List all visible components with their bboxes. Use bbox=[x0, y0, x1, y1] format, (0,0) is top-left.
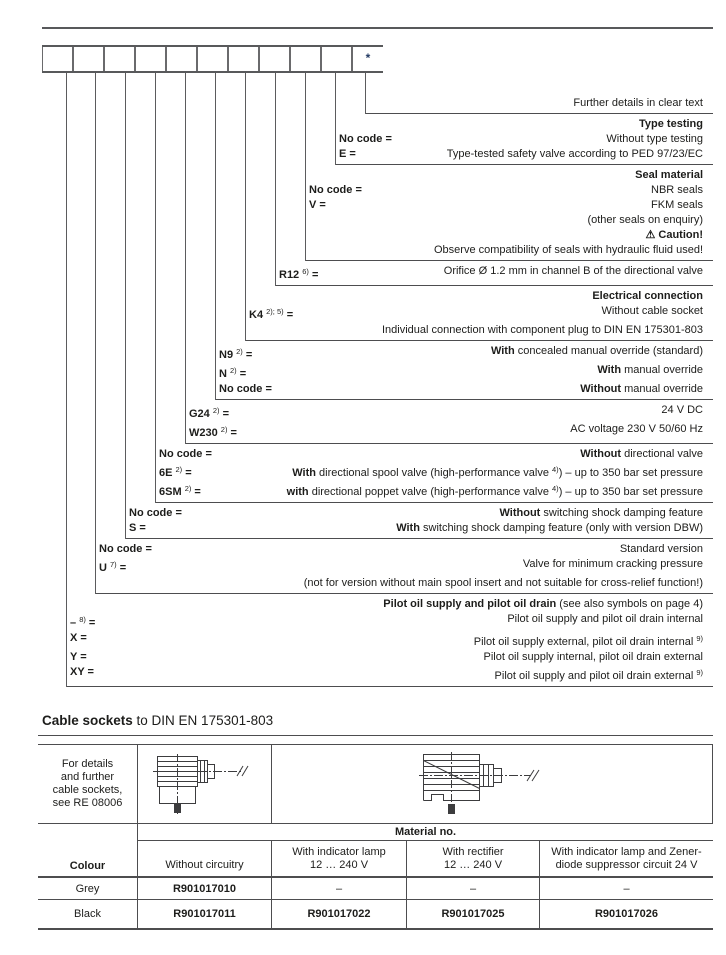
text-segment: Type-tested safety valve according to PED 97/23/EC bbox=[446, 148, 703, 160]
oc-code-label bbox=[185, 422, 237, 441]
oc-code-label bbox=[215, 382, 272, 397]
oc-description bbox=[318, 264, 713, 283]
text-segment: Pilot oil supply and pilot oil drain external bbox=[494, 670, 697, 682]
oc-code-label bbox=[215, 363, 246, 382]
ordering-code-asterisk-cell: * bbox=[352, 47, 383, 71]
cable-sockets-table bbox=[38, 744, 713, 930]
oc-description bbox=[272, 382, 713, 397]
text-segment: ) – up to 350 bar set pressure bbox=[558, 486, 703, 498]
code-line-directional-valve bbox=[155, 73, 156, 503]
oc-description bbox=[305, 213, 713, 228]
text-segment: (other seals on enquiry) bbox=[587, 214, 703, 226]
text-segment: manual override bbox=[621, 383, 703, 395]
code-line-seal-material bbox=[305, 73, 306, 261]
oc-description bbox=[392, 132, 713, 147]
text-segment: Without bbox=[499, 507, 541, 519]
oc-code-label bbox=[125, 521, 146, 536]
oc-row bbox=[305, 243, 713, 258]
text-segment: With bbox=[597, 364, 622, 376]
cable-sockets-note bbox=[38, 745, 138, 824]
footnote-superscript: 2) bbox=[212, 406, 220, 415]
ordering-code-box bbox=[290, 47, 321, 71]
footnote-superscript: 2) bbox=[230, 366, 237, 375]
text-segment: switching shock damping feature (only with version DBW) bbox=[419, 522, 703, 534]
cable-sockets-heading-bold: Cable sockets bbox=[42, 713, 133, 728]
row-grey-cell: – bbox=[272, 878, 407, 900]
text-segment: 24 V DC bbox=[661, 404, 703, 416]
text-segment: NBR seals bbox=[651, 184, 703, 196]
oc-code-label bbox=[95, 557, 126, 576]
oc-section-supply-voltage bbox=[185, 403, 713, 444]
note-line: cable sockets, bbox=[52, 784, 123, 796]
text-segment: X = bbox=[70, 632, 87, 644]
text-segment: Without bbox=[580, 448, 622, 460]
text-segment: = bbox=[116, 562, 127, 574]
oc-row bbox=[335, 117, 713, 132]
text-segment: Pilot oil supply and pilot oil drain internal bbox=[507, 613, 703, 625]
oc-description bbox=[126, 557, 713, 576]
oc-description bbox=[252, 344, 713, 363]
text-segment: 6SM bbox=[159, 486, 185, 498]
oc-row bbox=[305, 168, 713, 183]
text-segment: U bbox=[99, 562, 110, 574]
text-segment: No code = bbox=[159, 448, 212, 460]
oc-section-electrical-connection bbox=[245, 289, 713, 341]
oc-description bbox=[192, 462, 713, 481]
oc-row bbox=[335, 132, 713, 147]
code-line-supply-voltage bbox=[185, 73, 186, 444]
oc-description bbox=[293, 304, 713, 323]
oc-row bbox=[66, 631, 713, 650]
oc-code-label bbox=[95, 542, 152, 557]
oc-row bbox=[95, 542, 713, 557]
text-segment: With bbox=[292, 467, 316, 479]
text-segment: = bbox=[308, 269, 319, 281]
oc-row bbox=[245, 323, 713, 338]
text-segment: S = bbox=[129, 522, 146, 534]
ordering-code-boxes bbox=[42, 47, 383, 71]
oc-row bbox=[215, 363, 713, 382]
oc-description bbox=[237, 422, 713, 441]
oc-section-pilot-oil bbox=[66, 597, 713, 687]
oc-row bbox=[155, 462, 713, 481]
cable-sockets-heading-rest: to DIN EN 175301-803 bbox=[132, 713, 274, 728]
footnote-superscript: 2) bbox=[175, 465, 183, 474]
footnote-superscript: 7) bbox=[110, 560, 117, 569]
text-segment: directional poppet valve (high-performance valve bbox=[308, 486, 553, 498]
text-segment: No code = bbox=[99, 543, 152, 555]
row-black-material-no: R901017025 bbox=[407, 900, 540, 928]
text-segment: K4 bbox=[249, 309, 267, 321]
footnote-superscript: 4) bbox=[552, 465, 559, 474]
oc-row bbox=[365, 96, 713, 111]
oc-section-version bbox=[95, 542, 713, 594]
text-segment: Pilot oil supply internal, pilot oil drain external bbox=[483, 651, 703, 663]
cable-sockets-heading bbox=[42, 712, 273, 729]
oc-description bbox=[95, 576, 713, 591]
text-segment: With bbox=[490, 345, 515, 357]
code-line-type-testing bbox=[335, 73, 336, 165]
ordering-code-box bbox=[228, 47, 259, 71]
ordering-code-box bbox=[321, 47, 352, 71]
oc-section-directional-valve bbox=[155, 447, 713, 503]
text-segment: = bbox=[242, 349, 253, 361]
text-segment: AC voltage 230 V 50/60 Hz bbox=[570, 423, 703, 435]
text-segment: Seal material bbox=[635, 169, 703, 181]
text-segment: Individual connection with component plug to DIN EN 175301-803 bbox=[381, 324, 703, 336]
oc-row bbox=[335, 147, 713, 162]
code-line-further-details bbox=[365, 73, 366, 114]
oc-description bbox=[335, 117, 713, 132]
oc-code-label bbox=[125, 506, 182, 521]
oc-section-type-testing bbox=[335, 117, 713, 165]
ordering-code-box bbox=[73, 47, 104, 71]
text-segment: R12 bbox=[279, 269, 303, 281]
oc-code-label bbox=[66, 665, 94, 684]
oc-description bbox=[212, 447, 713, 462]
text-segment: No code = bbox=[339, 133, 392, 145]
ordering-code-box bbox=[197, 47, 228, 71]
ordering-code-box bbox=[166, 47, 197, 71]
note-line: and further bbox=[60, 771, 115, 783]
column-header-zener: With indicator lamp and Zener- diode suppressor circuit 24 V bbox=[540, 841, 713, 878]
footnote-superscript: 2) bbox=[184, 484, 192, 493]
column-header-rectifier: With rectifier 12 … 240 V bbox=[407, 841, 540, 878]
text-segment: Standard version bbox=[619, 543, 703, 555]
footnote-superscript: 6) bbox=[302, 267, 309, 276]
text-segment: = bbox=[236, 368, 247, 380]
oc-row bbox=[185, 403, 713, 422]
footnote-superscript: 9) bbox=[696, 668, 703, 677]
oc-section-shock-damping bbox=[125, 506, 713, 539]
text-segment: E = bbox=[339, 148, 356, 160]
note-line: For details bbox=[61, 758, 114, 770]
text-segment: Caution! bbox=[655, 229, 703, 241]
oc-code-label bbox=[66, 631, 87, 650]
top-rule bbox=[42, 27, 713, 29]
text-segment: N bbox=[219, 368, 230, 380]
column-header-indicator-lamp: With indicator lamp 12 … 240 V bbox=[272, 841, 407, 878]
row-grey-material-no: R901017010 bbox=[138, 878, 272, 900]
oc-code-label bbox=[275, 264, 318, 283]
oc-row bbox=[215, 382, 713, 397]
oc-code-label bbox=[185, 403, 229, 422]
text-segment: Type testing bbox=[639, 118, 703, 130]
oc-code-label bbox=[155, 462, 192, 481]
footnote-superscript: 8) bbox=[79, 615, 86, 624]
oc-row bbox=[305, 183, 713, 198]
oc-code-label bbox=[155, 481, 201, 500]
text-segment: Further details in clear text bbox=[573, 97, 703, 109]
row-black-colour: Black bbox=[38, 900, 138, 928]
oc-row bbox=[125, 521, 713, 536]
text-segment: V = bbox=[309, 199, 326, 211]
code-line-version bbox=[95, 73, 96, 594]
cable-socket-angled-drawing-cell bbox=[272, 745, 713, 824]
oc-description bbox=[229, 403, 713, 422]
text-segment: XY = bbox=[70, 666, 94, 678]
oc-code-label bbox=[155, 447, 212, 462]
footnote-superscript: 2); 5) bbox=[266, 307, 284, 316]
oc-code-label bbox=[66, 650, 87, 665]
oc-description bbox=[326, 198, 713, 213]
oc-description bbox=[94, 665, 713, 684]
text-segment: = bbox=[219, 408, 230, 420]
code-line-orifice bbox=[275, 73, 276, 286]
material-no-header: Material no. bbox=[138, 824, 713, 841]
row-black-material-no: R901017026 bbox=[594, 908, 658, 920]
text-segment: Without type testing bbox=[606, 133, 703, 145]
oc-section-seal-material bbox=[305, 168, 713, 261]
cable-socket-side-drawing-cell bbox=[138, 745, 272, 824]
cable-socket-angled-drawing bbox=[417, 750, 549, 818]
footnote-superscript: 2) bbox=[236, 347, 243, 356]
oc-description bbox=[66, 597, 713, 612]
text-segment: – bbox=[70, 617, 80, 629]
oc-row bbox=[66, 650, 713, 665]
socket-pin bbox=[174, 804, 181, 813]
oc-description bbox=[245, 323, 713, 338]
oc-description bbox=[356, 147, 713, 162]
text-segment: = bbox=[227, 427, 237, 439]
oc-code-label bbox=[66, 612, 95, 631]
text-segment: = bbox=[85, 617, 96, 629]
text-segment: switching shock damping feature bbox=[540, 507, 703, 519]
oc-description bbox=[87, 631, 713, 650]
oc-row bbox=[305, 198, 713, 213]
colour-column-header: Colour bbox=[38, 824, 138, 878]
oc-section-orifice bbox=[275, 264, 713, 286]
text-segment: 6E bbox=[159, 467, 176, 479]
text-segment: Pilot oil supply and pilot oil drain bbox=[383, 598, 557, 610]
code-line-shock-damping bbox=[125, 73, 126, 539]
oc-description bbox=[146, 521, 713, 536]
text-segment: = bbox=[283, 309, 294, 321]
ordering-code-box bbox=[42, 47, 73, 71]
text-segment: W230 bbox=[189, 427, 221, 439]
oc-row bbox=[95, 576, 713, 591]
oc-row bbox=[185, 422, 713, 441]
oc-code-label bbox=[305, 198, 326, 213]
text-segment: Orifice Ø 1.2 mm in channel B of the directional valve bbox=[443, 265, 703, 277]
oc-description bbox=[246, 363, 713, 382]
ordering-code-box bbox=[259, 47, 290, 71]
text-segment: G24 bbox=[189, 408, 213, 420]
text-segment: manual override bbox=[621, 364, 703, 376]
oc-row bbox=[215, 344, 713, 363]
oc-code-label bbox=[335, 132, 392, 147]
oc-section-further-details bbox=[365, 96, 713, 114]
column-header-without-circuitry: Without circuitry bbox=[138, 841, 272, 878]
box-row-bottom-bar bbox=[42, 71, 383, 73]
text-segment: No code = bbox=[219, 383, 272, 395]
oc-description bbox=[152, 542, 713, 557]
text-segment: (see also symbols on page 4) bbox=[556, 598, 703, 610]
oc-description bbox=[95, 612, 713, 631]
row-black-material-no: R901017011 bbox=[138, 900, 272, 928]
footnote-superscript: 9) bbox=[696, 634, 703, 643]
oc-row bbox=[125, 506, 713, 521]
note-line: see RE 08006 bbox=[52, 797, 123, 809]
oc-row bbox=[275, 264, 713, 283]
oc-description bbox=[201, 481, 713, 500]
code-line-electrical-connection bbox=[245, 73, 246, 341]
text-segment: No code = bbox=[309, 184, 362, 196]
row-grey-colour: Grey bbox=[38, 878, 138, 900]
text-segment: Electrical connection bbox=[592, 290, 703, 302]
warning-icon: ⚠ bbox=[645, 229, 656, 241]
oc-code-label bbox=[305, 183, 362, 198]
text-segment: FKM seals bbox=[651, 199, 703, 211]
text-segment: Pilot oil supply external, pilot oil drain internal bbox=[473, 636, 697, 648]
cable-socket-side-drawing bbox=[149, 752, 261, 816]
oc-code-label bbox=[215, 344, 252, 363]
text-segment: directional spool valve (high-performance valve bbox=[316, 467, 553, 479]
text-segment: Without bbox=[580, 383, 622, 395]
text-segment: With bbox=[396, 522, 420, 534]
oc-description bbox=[362, 183, 713, 198]
code-line-manual-override bbox=[215, 73, 216, 400]
oc-description bbox=[365, 96, 713, 111]
text-segment: directional valve bbox=[621, 448, 703, 460]
oc-description bbox=[305, 168, 713, 183]
oc-description bbox=[305, 243, 713, 258]
footnote-superscript: 2) bbox=[220, 425, 228, 434]
ordering-code-box bbox=[135, 47, 166, 71]
oc-code-label bbox=[245, 304, 293, 323]
oc-row bbox=[245, 289, 713, 304]
row-grey-cell: – bbox=[540, 878, 713, 900]
oc-row bbox=[66, 665, 713, 684]
row-grey-cell: – bbox=[407, 878, 540, 900]
oc-row bbox=[95, 557, 713, 576]
text-segment: (not for version without main spool insert and not suitable for cross-relief function!) bbox=[303, 577, 703, 589]
oc-description bbox=[87, 650, 713, 665]
text-segment: No code = bbox=[129, 507, 182, 519]
oc-row bbox=[66, 612, 713, 631]
oc-code-label bbox=[335, 147, 356, 162]
text-segment: concealed manual override (standard) bbox=[514, 345, 703, 357]
text-segment: Without cable socket bbox=[601, 305, 703, 317]
oc-description bbox=[182, 506, 713, 521]
text-segment: N9 bbox=[219, 349, 237, 361]
cable-sockets-heading-rule bbox=[38, 735, 713, 736]
footnote-superscript: 4) bbox=[552, 484, 559, 493]
oc-row bbox=[245, 304, 713, 323]
socket-pin bbox=[448, 804, 455, 814]
oc-section-manual-override bbox=[215, 344, 713, 400]
oc-description bbox=[245, 289, 713, 304]
ordering-code-sections bbox=[38, 96, 713, 690]
code-line-pilot-oil bbox=[66, 73, 67, 687]
oc-row bbox=[305, 213, 713, 228]
text-segment: = bbox=[191, 486, 201, 498]
text-segment: Observe compatibility of seals with hydraulic fluid used! bbox=[433, 244, 703, 256]
oc-row bbox=[305, 228, 713, 243]
text-segment: with bbox=[286, 486, 309, 498]
row-black-material-no: R901017022 bbox=[272, 900, 407, 928]
text-segment: Valve for minimum cracking pressure bbox=[522, 558, 703, 570]
text-segment: = bbox=[182, 467, 192, 479]
oc-row bbox=[155, 481, 713, 500]
ordering-code-box bbox=[104, 47, 135, 71]
oc-description bbox=[305, 228, 713, 243]
oc-row bbox=[66, 597, 713, 612]
text-segment: ) – up to 350 bar set pressure bbox=[558, 467, 703, 479]
oc-row bbox=[155, 447, 713, 462]
text-segment: Y = bbox=[70, 651, 87, 663]
